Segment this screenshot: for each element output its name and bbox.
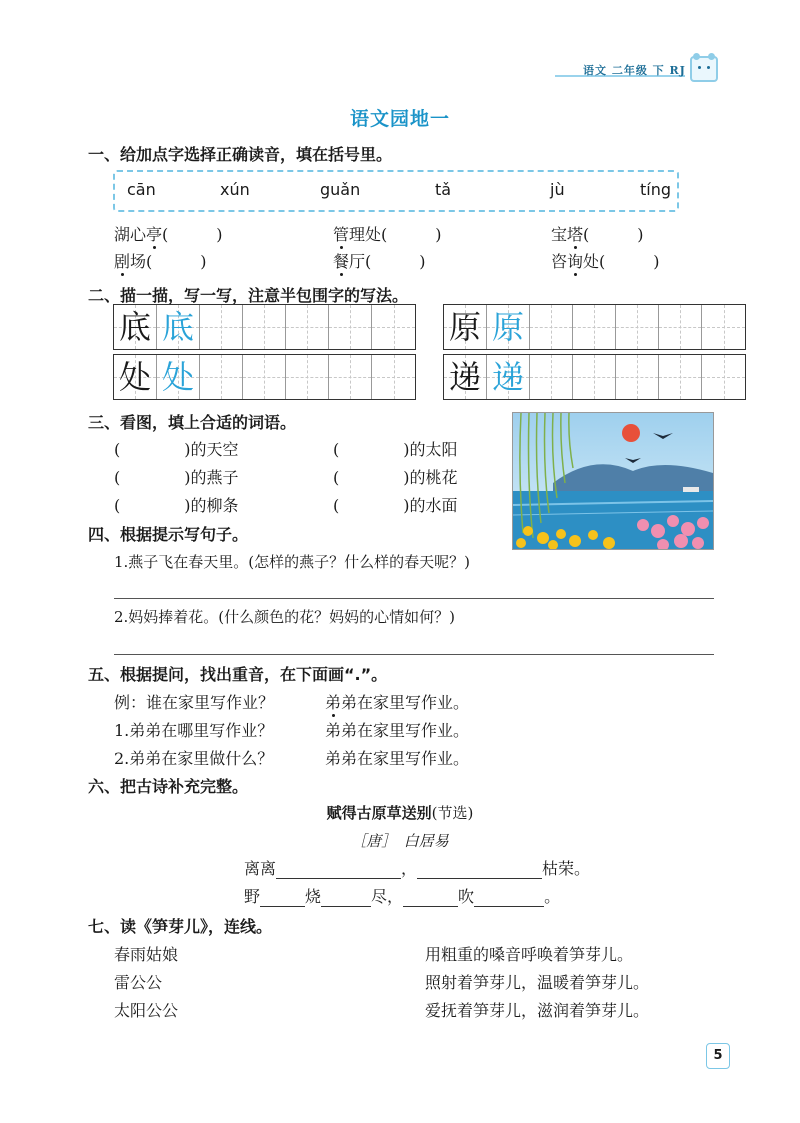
model-char: 递	[448, 358, 481, 396]
match-right-item[interactable]: 用粗重的嗓音呼唤着笋芽儿。	[425, 945, 634, 964]
trace-char: 处	[161, 358, 194, 396]
question-text: 2.弟弟在家里做什么？	[114, 749, 274, 768]
answer-sentence[interactable]: 弟弟在家里写作业。	[325, 721, 470, 740]
pinyin-option: cān	[127, 180, 156, 199]
match-right-item[interactable]: 爱抚着笋芽儿，滋润着笋芽儿。	[425, 1001, 650, 1020]
poem-author: ［唐］ 白居易	[351, 832, 449, 850]
poem-line-2[interactable]: 野 烧 尽， 吹 。	[244, 887, 561, 906]
pinyin-option: xún	[220, 180, 250, 199]
word-item[interactable]: 管理处( )	[333, 225, 442, 244]
fill-item[interactable]: ( )的燕子	[114, 468, 239, 487]
answer-line[interactable]	[114, 598, 714, 599]
writing-grid[interactable]	[443, 354, 746, 400]
match-right-item[interactable]: 照射着笋芽儿，温暖着笋芽儿。	[425, 973, 650, 992]
sentence-prompt: 1.燕子飞在春天里。(怎样的燕子？什么样的春天呢？)	[114, 553, 471, 571]
fill-item[interactable]: ( )的水面	[333, 496, 458, 515]
section4-heading: 四、根据提示写句子。	[88, 525, 249, 544]
pinyin-option: guǎn	[320, 180, 361, 199]
answer-line[interactable]	[114, 654, 714, 655]
mascot-icon	[690, 56, 718, 82]
answer-sentence[interactable]: 弟弟在家里写作业。	[325, 749, 470, 768]
model-char: 底	[118, 308, 151, 346]
pinyin-option: tíng	[640, 180, 672, 199]
section7-heading: 七、读《笋芽儿》，连线。	[88, 917, 273, 936]
writing-grid[interactable]	[443, 304, 746, 350]
model-char: 处	[118, 358, 151, 396]
poem-line-1[interactable]: 离离 ， 枯荣。	[244, 859, 591, 878]
pinyin-option: tǎ	[435, 180, 452, 199]
word-item[interactable]: 宝塔( )	[551, 225, 644, 244]
trace-char: 原	[491, 308, 524, 346]
spring-scene-picture	[512, 412, 714, 550]
model-char: 原	[448, 308, 481, 346]
question-text: 1.弟弟在哪里写作业？	[114, 721, 274, 740]
poem-title: 赋得古原草送别(节选)	[326, 804, 474, 822]
page-title: 语文园地一	[349, 108, 450, 130]
sentence-prompt: 2.妈妈捧着花。(什么颜色的花？妈妈的心情如何？)	[114, 608, 456, 626]
book-label: 语文 二年级 下 RJ	[583, 64, 686, 77]
fill-item[interactable]: ( )的桃花	[333, 468, 458, 487]
section1-heading: 一、给加点字选择正确读音，填在括号里。	[88, 145, 393, 164]
word-item[interactable]: 剧场( )	[114, 252, 207, 271]
section6-heading: 六、把古诗补充完整。	[88, 777, 249, 796]
answer-sentence[interactable]: 弟弟在家里写作业。	[325, 693, 470, 712]
pinyin-option: jù	[550, 180, 565, 199]
fill-item[interactable]: ( )的天空	[114, 440, 239, 459]
writing-grid[interactable]	[113, 354, 416, 400]
word-item[interactable]: 咨询处( )	[551, 252, 660, 271]
match-left-item[interactable]: 雷公公	[114, 973, 163, 992]
trace-char: 底	[161, 308, 194, 346]
trace-char: 递	[491, 358, 524, 396]
question-text: 例：谁在家里写作业？	[114, 693, 275, 712]
word-item[interactable]: 餐厅( )	[333, 252, 426, 271]
section3-heading: 三、看图，填上合适的词语。	[88, 413, 297, 432]
page-number: 5	[706, 1043, 730, 1069]
match-left-item[interactable]: 春雨姑娘	[114, 945, 179, 964]
writing-grid[interactable]	[113, 304, 416, 350]
pinyin-options-box	[113, 170, 679, 212]
match-left-item[interactable]: 太阳公公	[114, 1001, 179, 1020]
section5-heading: 五、根据提问，找出重音，在下面画“.”。	[88, 665, 388, 684]
fill-item[interactable]: ( )的柳条	[114, 496, 239, 515]
fill-item[interactable]: ( )的太阳	[333, 440, 458, 459]
word-item[interactable]: 湖心亭( )	[114, 225, 223, 244]
section2-heading: 二、描一描，写一写，注意半包围字的写法。	[88, 286, 409, 305]
